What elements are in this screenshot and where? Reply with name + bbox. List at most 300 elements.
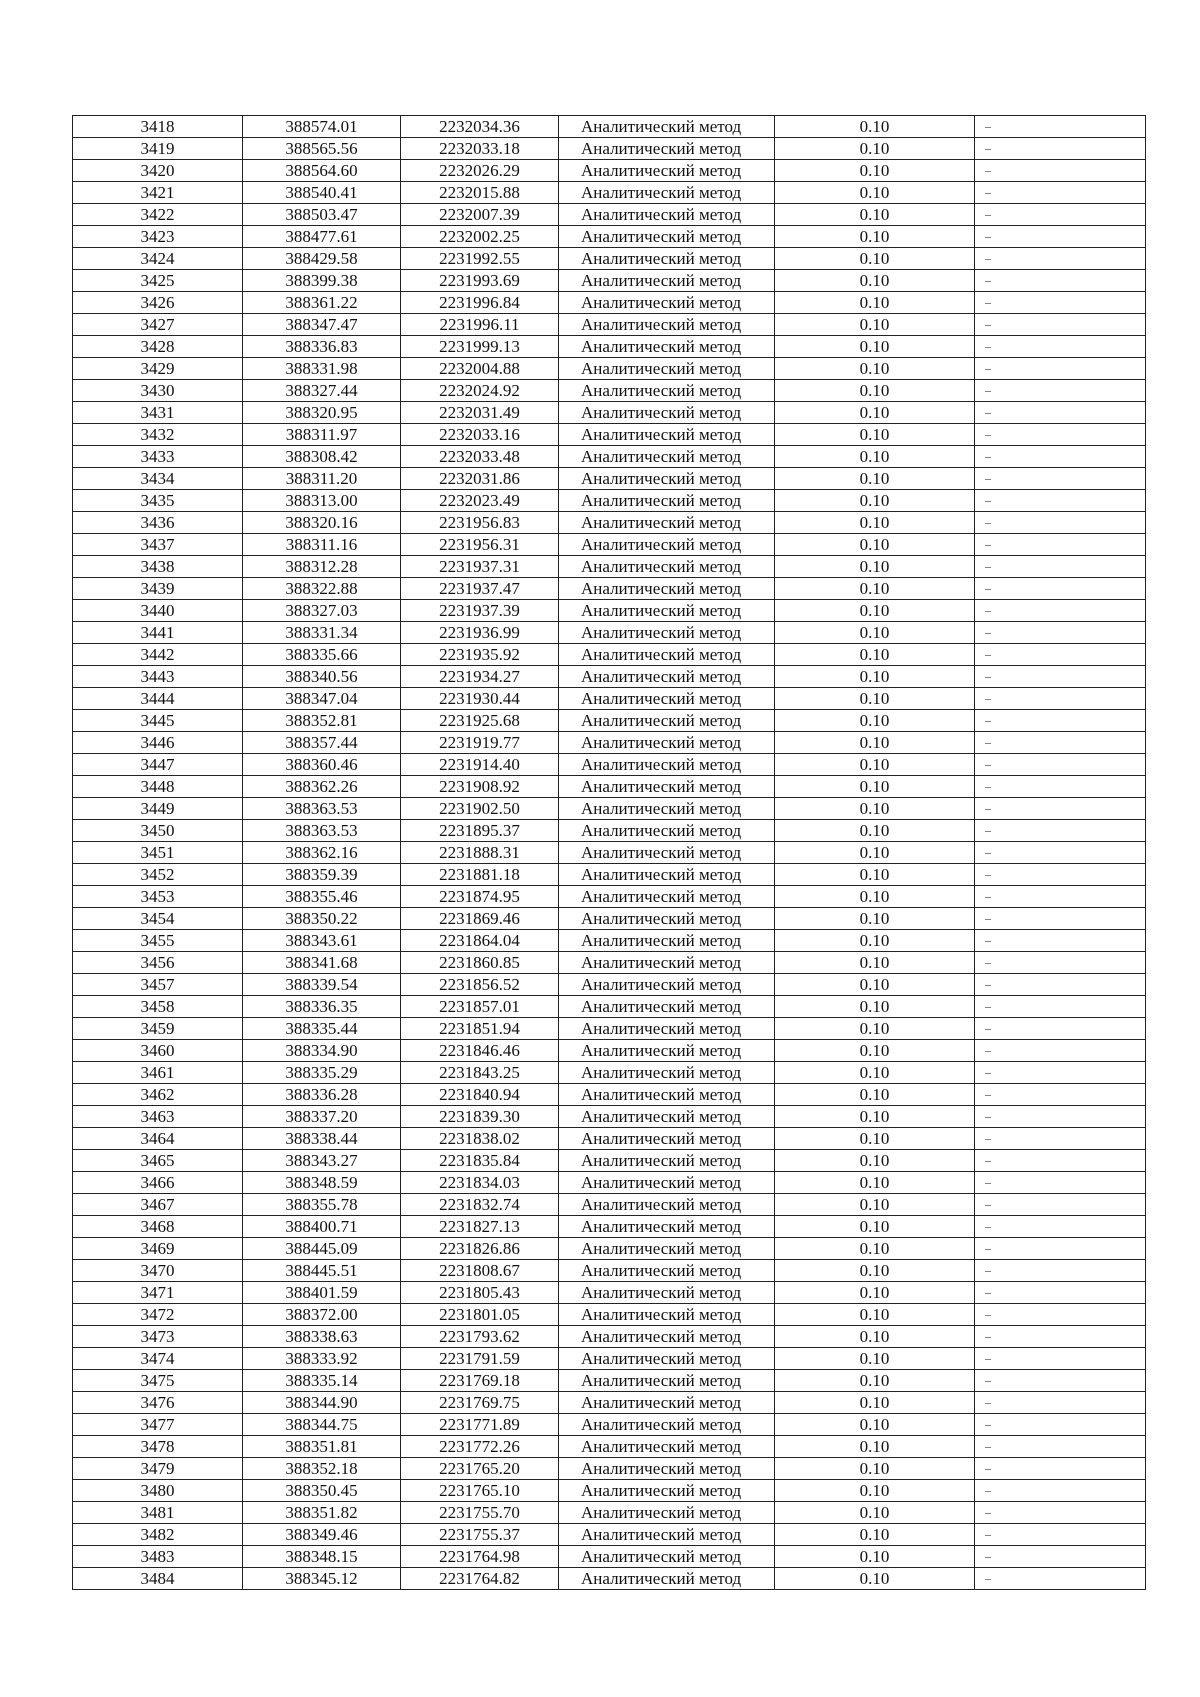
table-row [73, 864, 1146, 886]
x-coordinate-cell: 388347.04 [243, 688, 401, 710]
note-cell: – [975, 820, 1146, 842]
table-row [73, 138, 1146, 160]
method-cell: Аналитический метод [559, 468, 775, 490]
y-coordinate-cell: 2232004.88 [401, 358, 559, 380]
method-cell: Аналитический метод [559, 1106, 775, 1128]
accuracy-cell: 0.10 [775, 138, 975, 160]
method-cell: Аналитический метод [559, 292, 775, 314]
x-coordinate-cell: 388445.09 [243, 1238, 401, 1260]
y-coordinate-cell: 2231769.18 [401, 1370, 559, 1392]
point-number-cell: 3426 [73, 292, 243, 314]
x-coordinate-cell: 388445.51 [243, 1260, 401, 1282]
method-cell: Аналитический метод [559, 424, 775, 446]
method-cell: Аналитический метод [559, 798, 775, 820]
accuracy-cell: 0.10 [775, 600, 975, 622]
table-row [73, 204, 1146, 226]
accuracy-cell: 0.10 [775, 1216, 975, 1238]
x-coordinate-cell: 388338.63 [243, 1326, 401, 1348]
x-coordinate-cell: 388331.98 [243, 358, 401, 380]
method-cell: Аналитический метод [559, 578, 775, 600]
note-cell: – [975, 1172, 1146, 1194]
note-cell: – [975, 1106, 1146, 1128]
x-coordinate-cell: 388347.47 [243, 314, 401, 336]
table-row [73, 1150, 1146, 1172]
y-coordinate-cell: 2231902.50 [401, 798, 559, 820]
table-row [73, 1128, 1146, 1150]
x-coordinate-cell: 388477.61 [243, 226, 401, 248]
point-number-cell: 3454 [73, 908, 243, 930]
note-cell: – [975, 732, 1146, 754]
method-cell: Аналитический метод [559, 138, 775, 160]
note-cell: – [975, 446, 1146, 468]
method-cell: Аналитический метод [559, 688, 775, 710]
point-number-cell: 3453 [73, 886, 243, 908]
method-cell: Аналитический метод [559, 996, 775, 1018]
note-cell: – [975, 226, 1146, 248]
table-row [73, 424, 1146, 446]
y-coordinate-cell: 2231843.25 [401, 1062, 559, 1084]
note-cell: – [975, 776, 1146, 798]
point-number-cell: 3471 [73, 1282, 243, 1304]
accuracy-cell: 0.10 [775, 1458, 975, 1480]
method-cell: Аналитический метод [559, 380, 775, 402]
note-cell: – [975, 1084, 1146, 1106]
y-coordinate-cell: 2231993.69 [401, 270, 559, 292]
table-row [73, 600, 1146, 622]
accuracy-cell: 0.10 [775, 1546, 975, 1568]
method-cell: Аналитический метод [559, 446, 775, 468]
note-cell: – [975, 1414, 1146, 1436]
y-coordinate-cell: 2231834.03 [401, 1172, 559, 1194]
accuracy-cell: 0.10 [775, 1172, 975, 1194]
point-number-cell: 3465 [73, 1150, 243, 1172]
accuracy-cell: 0.10 [775, 864, 975, 886]
y-coordinate-cell: 2231765.20 [401, 1458, 559, 1480]
note-cell: – [975, 1128, 1146, 1150]
table-row [73, 1502, 1146, 1524]
x-coordinate-cell: 388331.34 [243, 622, 401, 644]
y-coordinate-cell: 2231826.86 [401, 1238, 559, 1260]
accuracy-cell: 0.10 [775, 226, 975, 248]
y-coordinate-cell: 2231937.47 [401, 578, 559, 600]
x-coordinate-cell: 388503.47 [243, 204, 401, 226]
accuracy-cell: 0.10 [775, 336, 975, 358]
point-number-cell: 3452 [73, 864, 243, 886]
accuracy-cell: 0.10 [775, 974, 975, 996]
y-coordinate-cell: 2232033.18 [401, 138, 559, 160]
accuracy-cell: 0.10 [775, 490, 975, 512]
x-coordinate-cell: 388327.03 [243, 600, 401, 622]
point-number-cell: 3436 [73, 512, 243, 534]
table-row [73, 622, 1146, 644]
x-coordinate-cell: 388352.81 [243, 710, 401, 732]
point-number-cell: 3435 [73, 490, 243, 512]
accuracy-cell: 0.10 [775, 1304, 975, 1326]
y-coordinate-cell: 2231888.31 [401, 842, 559, 864]
method-cell: Аналитический метод [559, 820, 775, 842]
method-cell: Аналитический метод [559, 116, 775, 138]
note-cell: – [975, 534, 1146, 556]
table-row [73, 1326, 1146, 1348]
accuracy-cell: 0.10 [775, 1326, 975, 1348]
method-cell: Аналитический метод [559, 644, 775, 666]
point-number-cell: 3430 [73, 380, 243, 402]
x-coordinate-cell: 388336.35 [243, 996, 401, 1018]
table-row [73, 1040, 1146, 1062]
table-row [73, 754, 1146, 776]
table-row [73, 644, 1146, 666]
y-coordinate-cell: 2232002.25 [401, 226, 559, 248]
x-coordinate-cell: 388340.56 [243, 666, 401, 688]
method-cell: Аналитический метод [559, 490, 775, 512]
table-row [73, 1216, 1146, 1238]
y-coordinate-cell: 2231832.74 [401, 1194, 559, 1216]
x-coordinate-cell: 388361.22 [243, 292, 401, 314]
accuracy-cell: 0.10 [775, 556, 975, 578]
x-coordinate-cell: 388348.15 [243, 1546, 401, 1568]
table-row [73, 226, 1146, 248]
point-number-cell: 3442 [73, 644, 243, 666]
y-coordinate-cell: 2232031.49 [401, 402, 559, 424]
method-cell: Аналитический метод [559, 1436, 775, 1458]
method-cell: Аналитический метод [559, 622, 775, 644]
table-row [73, 1062, 1146, 1084]
method-cell: Аналитический метод [559, 666, 775, 688]
method-cell: Аналитический метод [559, 1282, 775, 1304]
accuracy-cell: 0.10 [775, 402, 975, 424]
method-cell: Аналитический метод [559, 952, 775, 974]
point-number-cell: 3455 [73, 930, 243, 952]
method-cell: Аналитический метод [559, 358, 775, 380]
point-number-cell: 3419 [73, 138, 243, 160]
method-cell: Аналитический метод [559, 600, 775, 622]
note-cell: – [975, 600, 1146, 622]
x-coordinate-cell: 388312.28 [243, 556, 401, 578]
table-row [73, 776, 1146, 798]
accuracy-cell: 0.10 [775, 1018, 975, 1040]
accuracy-cell: 0.10 [775, 358, 975, 380]
method-cell: Аналитический метод [559, 1018, 775, 1040]
method-cell: Аналитический метод [559, 1194, 775, 1216]
point-number-cell: 3467 [73, 1194, 243, 1216]
y-coordinate-cell: 2231937.39 [401, 600, 559, 622]
x-coordinate-cell: 388360.46 [243, 754, 401, 776]
method-cell: Аналитический метод [559, 1568, 775, 1590]
point-number-cell: 3428 [73, 336, 243, 358]
method-cell: Аналитический метод [559, 732, 775, 754]
accuracy-cell: 0.10 [775, 820, 975, 842]
x-coordinate-cell: 388350.45 [243, 1480, 401, 1502]
point-number-cell: 3450 [73, 820, 243, 842]
method-cell: Аналитический метод [559, 1502, 775, 1524]
x-coordinate-cell: 388355.78 [243, 1194, 401, 1216]
table-row [73, 930, 1146, 952]
note-cell: – [975, 710, 1146, 732]
table-row [73, 1546, 1146, 1568]
point-number-cell: 3441 [73, 622, 243, 644]
note-cell: – [975, 952, 1146, 974]
x-coordinate-cell: 388308.42 [243, 446, 401, 468]
point-number-cell: 3449 [73, 798, 243, 820]
accuracy-cell: 0.10 [775, 666, 975, 688]
point-number-cell: 3448 [73, 776, 243, 798]
accuracy-cell: 0.10 [775, 1106, 975, 1128]
table-row [73, 1282, 1146, 1304]
y-coordinate-cell: 2231764.98 [401, 1546, 559, 1568]
accuracy-cell: 0.10 [775, 1414, 975, 1436]
note-cell: – [975, 424, 1146, 446]
table-row [73, 336, 1146, 358]
accuracy-cell: 0.10 [775, 996, 975, 1018]
table-row [73, 1436, 1146, 1458]
point-number-cell: 3473 [73, 1326, 243, 1348]
note-cell: – [975, 116, 1146, 138]
x-coordinate-cell: 388351.82 [243, 1502, 401, 1524]
table-row [73, 820, 1146, 842]
table-row [73, 1172, 1146, 1194]
y-coordinate-cell: 2232034.36 [401, 116, 559, 138]
point-number-cell: 3445 [73, 710, 243, 732]
method-cell: Аналитический метод [559, 864, 775, 886]
note-cell: – [975, 864, 1146, 886]
x-coordinate-cell: 388399.38 [243, 270, 401, 292]
accuracy-cell: 0.10 [775, 1348, 975, 1370]
x-coordinate-cell: 388336.28 [243, 1084, 401, 1106]
note-cell: – [975, 1568, 1146, 1590]
note-cell: – [975, 842, 1146, 864]
y-coordinate-cell: 2231992.55 [401, 248, 559, 270]
accuracy-cell: 0.10 [775, 380, 975, 402]
y-coordinate-cell: 2231956.83 [401, 512, 559, 534]
note-cell: – [975, 270, 1146, 292]
note-cell: – [975, 1326, 1146, 1348]
accuracy-cell: 0.10 [775, 908, 975, 930]
note-cell: – [975, 1238, 1146, 1260]
y-coordinate-cell: 2231935.92 [401, 644, 559, 666]
coordinates-table-body [73, 116, 1146, 1590]
table-row [73, 666, 1146, 688]
x-coordinate-cell: 388335.44 [243, 1018, 401, 1040]
x-coordinate-cell: 388339.54 [243, 974, 401, 996]
point-number-cell: 3481 [73, 1502, 243, 1524]
accuracy-cell: 0.10 [775, 710, 975, 732]
accuracy-cell: 0.10 [775, 776, 975, 798]
note-cell: – [975, 1392, 1146, 1414]
accuracy-cell: 0.10 [775, 1568, 975, 1590]
x-coordinate-cell: 388564.60 [243, 160, 401, 182]
y-coordinate-cell: 2231864.04 [401, 930, 559, 952]
y-coordinate-cell: 2231869.46 [401, 908, 559, 930]
point-number-cell: 3444 [73, 688, 243, 710]
point-number-cell: 3462 [73, 1084, 243, 1106]
method-cell: Аналитический метод [559, 226, 775, 248]
table-row [73, 732, 1146, 754]
y-coordinate-cell: 2231851.94 [401, 1018, 559, 1040]
y-coordinate-cell: 2231930.44 [401, 688, 559, 710]
table-row [73, 314, 1146, 336]
x-coordinate-cell: 388351.81 [243, 1436, 401, 1458]
note-cell: – [975, 1194, 1146, 1216]
x-coordinate-cell: 388333.92 [243, 1348, 401, 1370]
table-row [73, 248, 1146, 270]
x-coordinate-cell: 388338.44 [243, 1128, 401, 1150]
y-coordinate-cell: 2232023.49 [401, 490, 559, 512]
x-coordinate-cell: 388327.44 [243, 380, 401, 402]
point-number-cell: 3431 [73, 402, 243, 424]
y-coordinate-cell: 2232007.39 [401, 204, 559, 226]
note-cell: – [975, 578, 1146, 600]
coordinates-table [72, 115, 1146, 1590]
note-cell: – [975, 1260, 1146, 1282]
y-coordinate-cell: 2231793.62 [401, 1326, 559, 1348]
table-row [73, 908, 1146, 930]
point-number-cell: 3479 [73, 1458, 243, 1480]
note-cell: – [975, 292, 1146, 314]
y-coordinate-cell: 2232031.86 [401, 468, 559, 490]
method-cell: Аналитический метод [559, 1458, 775, 1480]
point-number-cell: 3474 [73, 1348, 243, 1370]
y-coordinate-cell: 2231838.02 [401, 1128, 559, 1150]
method-cell: Аналитический метод [559, 930, 775, 952]
accuracy-cell: 0.10 [775, 644, 975, 666]
table-row [73, 1194, 1146, 1216]
accuracy-cell: 0.10 [775, 1502, 975, 1524]
note-cell: – [975, 622, 1146, 644]
point-number-cell: 3422 [73, 204, 243, 226]
point-number-cell: 3480 [73, 1480, 243, 1502]
x-coordinate-cell: 388372.00 [243, 1304, 401, 1326]
method-cell: Аналитический метод [559, 534, 775, 556]
method-cell: Аналитический метод [559, 974, 775, 996]
y-coordinate-cell: 2231895.37 [401, 820, 559, 842]
x-coordinate-cell: 388313.00 [243, 490, 401, 512]
note-cell: – [975, 930, 1146, 952]
y-coordinate-cell: 2231839.30 [401, 1106, 559, 1128]
y-coordinate-cell: 2231936.99 [401, 622, 559, 644]
accuracy-cell: 0.10 [775, 204, 975, 226]
note-cell: – [975, 1524, 1146, 1546]
point-number-cell: 3470 [73, 1260, 243, 1282]
point-number-cell: 3476 [73, 1392, 243, 1414]
method-cell: Аналитический метод [559, 1040, 775, 1062]
method-cell: Аналитический метод [559, 908, 775, 930]
y-coordinate-cell: 2231937.31 [401, 556, 559, 578]
table-row [73, 534, 1146, 556]
y-coordinate-cell: 2231914.40 [401, 754, 559, 776]
method-cell: Аналитический метод [559, 1480, 775, 1502]
accuracy-cell: 0.10 [775, 732, 975, 754]
method-cell: Аналитический метод [559, 1238, 775, 1260]
note-cell: – [975, 1040, 1146, 1062]
accuracy-cell: 0.10 [775, 798, 975, 820]
note-cell: – [975, 402, 1146, 424]
accuracy-cell: 0.10 [775, 1282, 975, 1304]
table-row [73, 798, 1146, 820]
y-coordinate-cell: 2231874.95 [401, 886, 559, 908]
accuracy-cell: 0.10 [775, 182, 975, 204]
point-number-cell: 3434 [73, 468, 243, 490]
method-cell: Аналитический метод [559, 160, 775, 182]
table-row [73, 182, 1146, 204]
table-row [73, 974, 1146, 996]
accuracy-cell: 0.10 [775, 622, 975, 644]
method-cell: Аналитический метод [559, 556, 775, 578]
accuracy-cell: 0.10 [775, 1480, 975, 1502]
y-coordinate-cell: 2231996.11 [401, 314, 559, 336]
point-number-cell: 3459 [73, 1018, 243, 1040]
method-cell: Аналитический метод [559, 1062, 775, 1084]
accuracy-cell: 0.10 [775, 886, 975, 908]
table-row [73, 292, 1146, 314]
note-cell: – [975, 1216, 1146, 1238]
note-cell: – [975, 666, 1146, 688]
x-coordinate-cell: 388350.22 [243, 908, 401, 930]
note-cell: – [975, 1304, 1146, 1326]
x-coordinate-cell: 388320.16 [243, 512, 401, 534]
y-coordinate-cell: 2231908.92 [401, 776, 559, 798]
point-number-cell: 3429 [73, 358, 243, 380]
accuracy-cell: 0.10 [775, 160, 975, 182]
method-cell: Аналитический метод [559, 1260, 775, 1282]
y-coordinate-cell: 2232015.88 [401, 182, 559, 204]
table-row [73, 490, 1146, 512]
accuracy-cell: 0.10 [775, 930, 975, 952]
x-coordinate-cell: 388348.59 [243, 1172, 401, 1194]
table-row [73, 1238, 1146, 1260]
method-cell: Аналитический метод [559, 1414, 775, 1436]
accuracy-cell: 0.10 [775, 688, 975, 710]
y-coordinate-cell: 2231934.27 [401, 666, 559, 688]
x-coordinate-cell: 388311.16 [243, 534, 401, 556]
table-row [73, 512, 1146, 534]
accuracy-cell: 0.10 [775, 314, 975, 336]
note-cell: – [975, 886, 1146, 908]
method-cell: Аналитический метод [559, 1524, 775, 1546]
note-cell: – [975, 1018, 1146, 1040]
y-coordinate-cell: 2231805.43 [401, 1282, 559, 1304]
y-coordinate-cell: 2231846.46 [401, 1040, 559, 1062]
note-cell: – [975, 204, 1146, 226]
method-cell: Аналитический метод [559, 336, 775, 358]
point-number-cell: 3451 [73, 842, 243, 864]
table-row [73, 688, 1146, 710]
y-coordinate-cell: 2231765.10 [401, 1480, 559, 1502]
y-coordinate-cell: 2231856.52 [401, 974, 559, 996]
point-number-cell: 3418 [73, 116, 243, 138]
y-coordinate-cell: 2231881.18 [401, 864, 559, 886]
y-coordinate-cell: 2231771.89 [401, 1414, 559, 1436]
point-number-cell: 3447 [73, 754, 243, 776]
table-row [73, 1018, 1146, 1040]
y-coordinate-cell: 2231769.75 [401, 1392, 559, 1414]
method-cell: Аналитический метод [559, 182, 775, 204]
accuracy-cell: 0.10 [775, 292, 975, 314]
table-row [73, 1084, 1146, 1106]
table-row [73, 1106, 1146, 1128]
point-number-cell: 3460 [73, 1040, 243, 1062]
x-coordinate-cell: 388363.53 [243, 798, 401, 820]
x-coordinate-cell: 388362.26 [243, 776, 401, 798]
note-cell: – [975, 182, 1146, 204]
accuracy-cell: 0.10 [775, 446, 975, 468]
y-coordinate-cell: 2231808.67 [401, 1260, 559, 1282]
point-number-cell: 3469 [73, 1238, 243, 1260]
table-row [73, 116, 1146, 138]
table-row [73, 1524, 1146, 1546]
accuracy-cell: 0.10 [775, 1062, 975, 1084]
method-cell: Аналитический метод [559, 842, 775, 864]
method-cell: Аналитический метод [559, 1392, 775, 1414]
